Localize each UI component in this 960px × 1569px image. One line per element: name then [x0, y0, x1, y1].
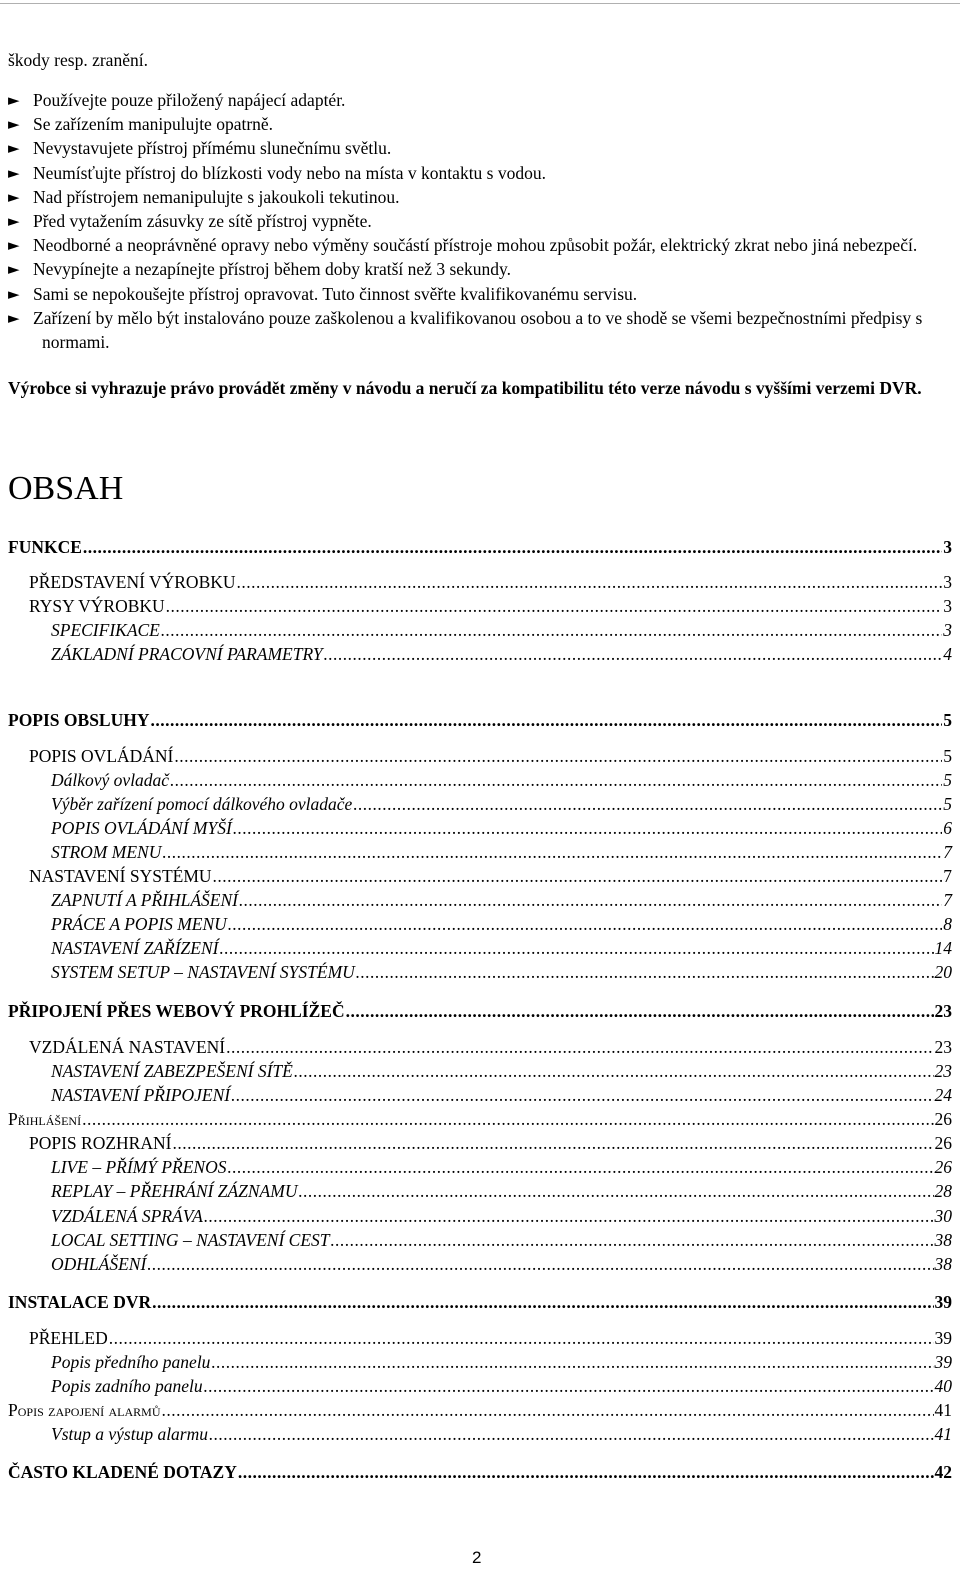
toc-entry[interactable]: NASTAVENÍ PŘIPOJENÍ ..... 24 — [8, 1085, 952, 1106]
toc-entry[interactable]: Vstup a výstup alarmu ..... 41 — [8, 1424, 952, 1445]
bullet-item: ► Používejte pouze přiložený napájecí adaptér. — [8, 88, 948, 112]
bullet-item: ► Se zařízením manipulujte opatrně. — [8, 112, 948, 136]
toc-entry[interactable]: Přihlášení ..... 26 — [8, 1109, 952, 1130]
toc-entry[interactable]: STROM MENU ..... 7 — [8, 842, 952, 863]
toc-entry[interactable]: PŘEHLED ..... 39 — [8, 1328, 952, 1349]
bullet-item: ► Před vytažením zásuvky ze sítě přístroj vypněte. — [8, 209, 948, 233]
toc-entry[interactable]: SYSTEM SETUP – NASTAVENÍ SYSTÉMU ..... 20 — [8, 962, 952, 983]
bullet-arrow-icon: ► — [8, 139, 20, 158]
toc-entry[interactable]: POPIS OBSLUHY ..... 5 — [8, 710, 952, 731]
toc-entry[interactable]: Popis zadního panelu ..... 40 — [8, 1376, 952, 1397]
toc-entry[interactable]: PRÁCE A POPIS MENU ..... 8 — [8, 914, 952, 935]
bullet-arrow-icon: ► — [8, 236, 20, 255]
toc-entry[interactable]: SPECIFIKACE ..... 3 — [8, 620, 952, 641]
toc-entry[interactable]: POPIS OVLÁDÁNÍ MYŠÍ ..... 6 — [8, 818, 952, 839]
toc-entry[interactable]: LIVE – PŘÍMÝ PŘENOS ..... 26 — [8, 1157, 952, 1178]
bullet-arrow-icon: ► — [8, 284, 20, 303]
toc-entry[interactable]: Dálkový ovladač ..... 5 — [8, 770, 952, 791]
toc-title: OBSAH — [8, 470, 124, 507]
toc-entry[interactable]: NASTAVENÍ ZABEZPEŠENÍ SÍTĚ ..... 23 — [8, 1061, 952, 1082]
safety-bullet-list — [8, 88, 948, 354]
toc-entry[interactable]: ZÁKLADNÍ PRACOVNÍ PARAMETRY ..... 4 — [8, 644, 952, 665]
manufacturer-warning: Výrobce si vyhrazuje právo provádět změny v návodu a neručí za kompatibilitu této verze návodu s vyššími verzemi DVR. — [8, 378, 922, 398]
bullet-arrow-icon: ► — [8, 260, 20, 279]
bullet-arrow-icon: ► — [8, 187, 20, 206]
bullet-item: ► Nevypínejte a nezapínejte přístroj během doby kratší než 3 sekundy. — [8, 257, 948, 281]
toc-entry[interactable]: LOCAL SETTING – NASTAVENÍ CEST ..... 38 — [8, 1230, 952, 1251]
toc-entry[interactable]: POPIS OVLÁDÁNÍ ..... 5 — [8, 746, 952, 767]
toc-entry[interactable]: Popis zapojení alarmů ..... 41 — [8, 1400, 952, 1421]
bullet-item: ► Zařízení by mělo být instalováno pouze zaškolenou a kvalifikovanou osobou a to ve shodě se všemi bezpečnostními předpisy s normami. — [8, 307, 923, 353]
toc-entry[interactable]: FUNKCE ..... 3 — [8, 537, 952, 558]
toc-entry[interactable]: VZDÁLENÁ SPRÁVA ..... 30 — [8, 1206, 952, 1227]
toc-entry[interactable]: NASTAVENÍ ZAŘÍZENÍ ..... 14 — [8, 938, 952, 959]
intro-line: škody resp. zranění. — [8, 50, 148, 70]
toc-entry[interactable]: VZDÁLENÁ NASTAVENÍ ..... 23 — [8, 1037, 952, 1058]
bullet-arrow-icon: ► — [8, 212, 20, 231]
bullet-item: ► Nevystavujete přístroj přímému slunečnímu světlu. — [8, 136, 948, 160]
bullet-item: ► Sami se nepokoušejte přístroj opravovat. Tuto činnost svěřte kvalifikovanému servisu. — [8, 282, 948, 306]
toc-entry[interactable]: ODHLÁŠENÍ ..... 38 — [8, 1254, 952, 1275]
toc-entry[interactable]: PŘEDSTAVENÍ VÝROBKU ..... 3 — [8, 572, 952, 593]
toc-entry[interactable]: INSTALACE DVR ..... 39 — [8, 1292, 952, 1313]
bullet-item: ► Neumísťujte přístroj do blízkosti vody nebo na místa v kontaktu s vodou. — [8, 161, 948, 185]
toc-entry[interactable]: ZAPNUTÍ A PŘIHLÁŠENÍ ..... 7 — [8, 890, 952, 911]
toc-entry[interactable]: RYSY VÝROBKU ..... 3 — [8, 596, 952, 617]
bullet-item: ► Neodborné a neoprávněné opravy nebo výměny součástí přístroje mohou způsobit požár, elektrický zkrat nebo jiná nebezpečí. — [8, 233, 948, 257]
toc-entry[interactable]: Výběr zařízení pomocí dálkového ovladače ..... 5 — [8, 794, 952, 815]
toc-entry[interactable]: PŘIPOJENÍ PŘES WEBOVÝ PROHLÍŽEČ ..... 23 — [8, 1001, 952, 1022]
page-number: 2 — [472, 1548, 482, 1567]
top-rule — [0, 3, 960, 4]
bullet-item: ► Nad přístrojem nemanipulujte s jakoukoli tekutinou. — [8, 185, 948, 209]
toc-entry[interactable]: ČASTO KLADENÉ DOTAZY ..... 42 — [8, 1462, 952, 1483]
bullet-arrow-icon: ► — [8, 163, 20, 182]
bullet-arrow-icon: ► — [8, 308, 20, 327]
bullet-arrow-icon: ► — [8, 115, 20, 134]
bullet-arrow-icon: ► — [8, 91, 20, 109]
toc-entry[interactable]: POPIS ROZHRANÍ ..... 26 — [8, 1133, 952, 1154]
toc-entry[interactable]: Popis předního panelu ..... 39 — [8, 1352, 952, 1373]
toc-entry[interactable]: REPLAY – PŘEHRÁNÍ ZÁZNAMU ..... 28 — [8, 1181, 952, 1202]
toc-entry[interactable]: NASTAVENÍ SYSTÉMU ..... 7 — [8, 866, 952, 887]
